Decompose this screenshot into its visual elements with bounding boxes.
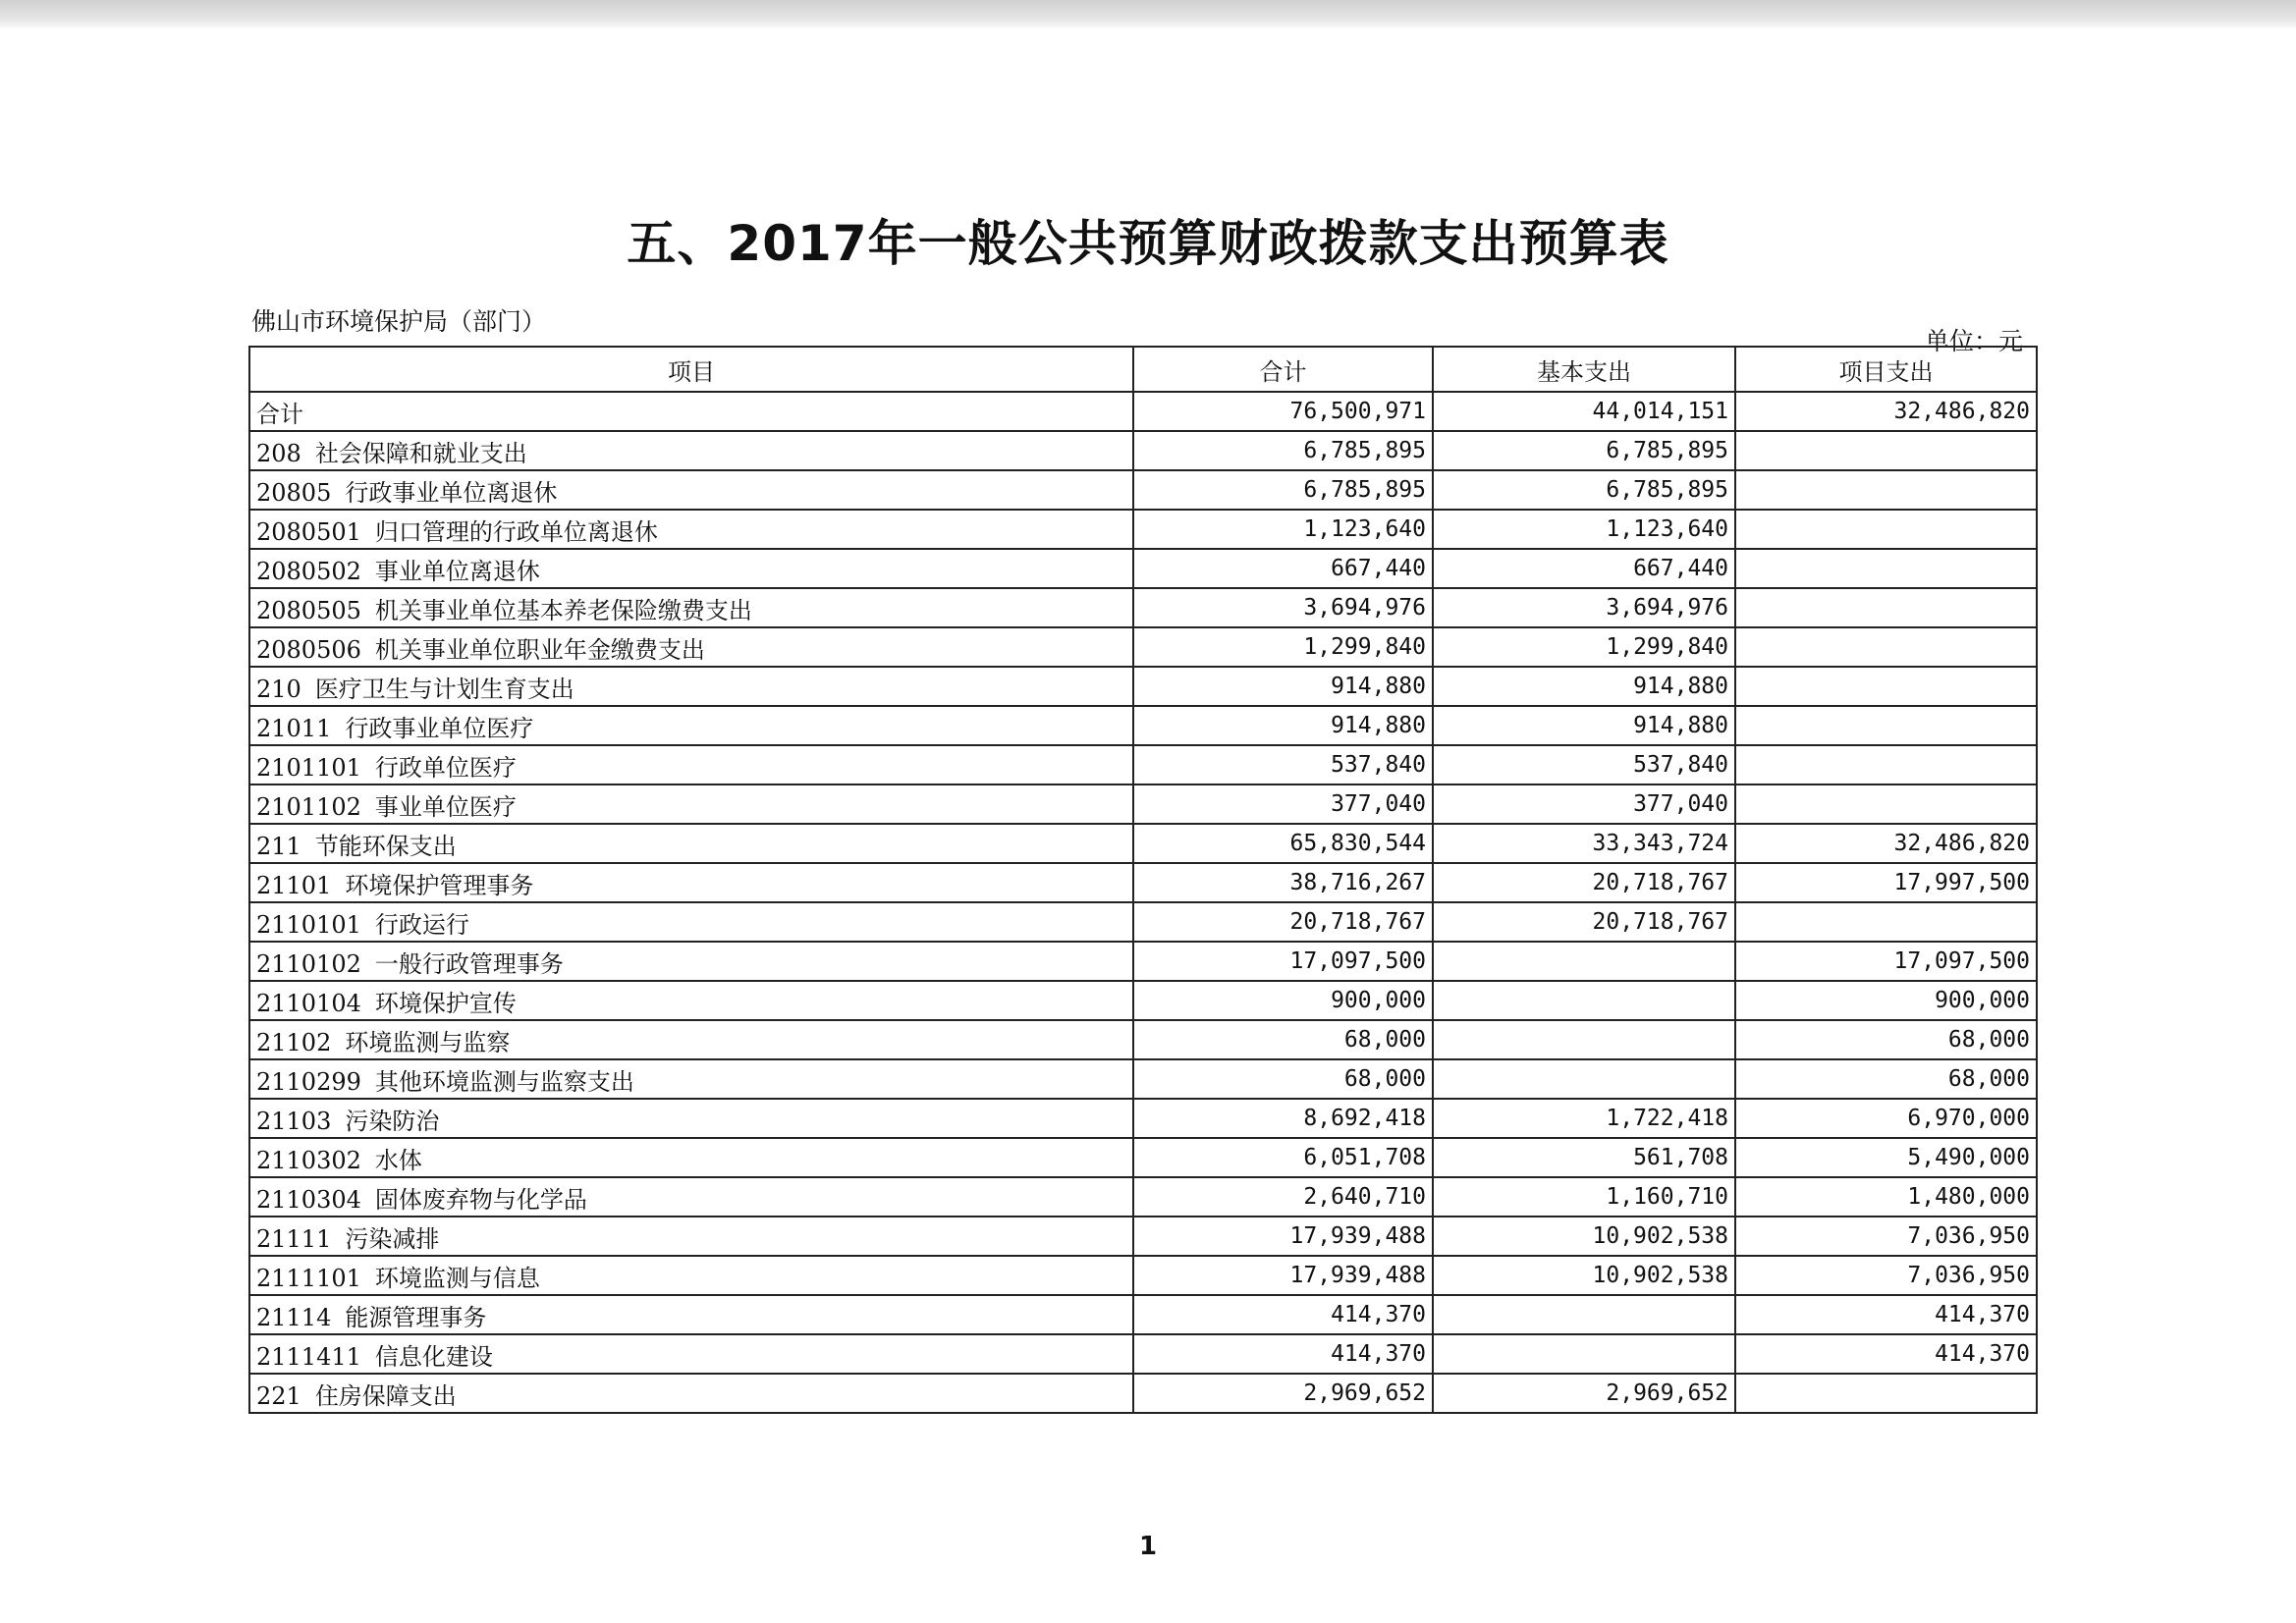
- row-item: [249, 902, 1133, 942]
- row-project: [1735, 470, 2037, 510]
- row-name: 事业单位离退休: [374, 557, 540, 585]
- row-name: 机关事业单位职业年金缴费支出: [374, 635, 705, 664]
- row-total: 914,880: [1133, 667, 1433, 706]
- table-row: [249, 863, 2037, 902]
- row-item: [249, 745, 1133, 784]
- row-code: 210: [256, 675, 301, 703]
- row-project: 32,486,820: [1735, 392, 2037, 431]
- row-name: 医疗卫生与计划生育支出: [314, 675, 574, 703]
- row-basic: [1433, 942, 1735, 981]
- table-row: [249, 667, 2037, 706]
- row-basic: 1,722,418: [1433, 1099, 1735, 1138]
- table-row: [249, 745, 2037, 784]
- row-project: 7,036,950: [1735, 1256, 2037, 1295]
- row-name: 环境保护宣传: [374, 989, 517, 1017]
- table-row: [249, 588, 2037, 627]
- row-name: 节能环保支出: [314, 832, 457, 860]
- row-project: 17,097,500: [1735, 942, 2037, 981]
- row-name: 行政单位医疗: [374, 753, 517, 782]
- row-total: 3,694,976: [1133, 588, 1433, 627]
- table-row: [249, 1295, 2037, 1334]
- row-item: [249, 549, 1133, 588]
- row-name: 能源管理事务: [345, 1303, 487, 1331]
- row-total: 377,040: [1133, 784, 1433, 824]
- row-basic: 914,880: [1433, 667, 1735, 706]
- row-total: 914,880: [1133, 706, 1433, 745]
- row-name: 固体废弃物与化学品: [374, 1185, 587, 1214]
- row-total: 20,718,767: [1133, 902, 1433, 942]
- table-row: [249, 1256, 2037, 1295]
- row-code: 2110302: [256, 1146, 361, 1174]
- table-row: [249, 1099, 2037, 1138]
- row-basic: 44,014,151: [1433, 392, 1735, 431]
- row-basic: 1,160,710: [1433, 1177, 1735, 1217]
- row-total: 17,939,488: [1133, 1256, 1433, 1295]
- row-project: [1735, 588, 2037, 627]
- row-total: 414,370: [1133, 1295, 1433, 1334]
- row-basic: 1,299,840: [1433, 627, 1735, 667]
- table-row: [249, 1138, 2037, 1177]
- row-project: 414,370: [1735, 1334, 2037, 1374]
- table-row: [249, 431, 2037, 470]
- row-project: [1735, 706, 2037, 745]
- row-project: 6,970,000: [1735, 1099, 2037, 1138]
- table-body: [249, 392, 2037, 1413]
- row-project: [1735, 510, 2037, 549]
- table-row: [249, 824, 2037, 863]
- row-item: [249, 431, 1133, 470]
- row-name: 行政运行: [374, 910, 469, 939]
- row-code: 21011: [256, 714, 332, 742]
- row-project: 414,370: [1735, 1295, 2037, 1334]
- table-row: [249, 510, 2037, 549]
- column-header-project: 项目支出: [1735, 347, 2037, 392]
- table-row: [249, 1020, 2037, 1059]
- row-basic: 667,440: [1433, 549, 1735, 588]
- row-code: 2110102: [256, 949, 361, 978]
- row-item: [249, 1217, 1133, 1256]
- table-row: [249, 706, 2037, 745]
- row-total: 17,097,500: [1133, 942, 1433, 981]
- row-code: 2080502: [256, 557, 361, 585]
- row-code: 2101102: [256, 792, 361, 821]
- row-project: [1735, 667, 2037, 706]
- table-row: [249, 1374, 2037, 1413]
- column-header-total: 合计: [1133, 347, 1433, 392]
- row-name: 水体: [374, 1146, 422, 1174]
- row-project: 68,000: [1735, 1020, 2037, 1059]
- row-name: 行政事业单位离退休: [345, 478, 558, 507]
- row-total: 1,299,840: [1133, 627, 1433, 667]
- row-project: [1735, 1374, 2037, 1413]
- row-code: 2111411: [256, 1342, 361, 1371]
- row-total: 8,692,418: [1133, 1099, 1433, 1138]
- row-item: [249, 510, 1133, 549]
- row-total: 537,840: [1133, 745, 1433, 784]
- row-basic: 3,694,976: [1433, 588, 1735, 627]
- department-label: 佛山市环境保护局（部门）: [251, 307, 547, 336]
- row-item: [249, 1256, 1133, 1295]
- row-item: [249, 824, 1133, 863]
- row-project: [1735, 431, 2037, 470]
- row-name: 信息化建设: [374, 1342, 493, 1371]
- row-item: [249, 1059, 1133, 1099]
- table-row: [249, 1177, 2037, 1217]
- row-basic: 377,040: [1433, 784, 1735, 824]
- row-item: [249, 863, 1133, 902]
- row-code: 221: [256, 1381, 301, 1410]
- row-total: 65,830,544: [1133, 824, 1433, 863]
- row-total: 76,500,971: [1133, 392, 1433, 431]
- row-basic: [1433, 1295, 1735, 1334]
- row-item: [249, 942, 1133, 981]
- row-code: 2080506: [256, 635, 361, 664]
- row-project: [1735, 627, 2037, 667]
- scan-edge: [0, 0, 2296, 29]
- row-code: 211: [256, 832, 301, 860]
- row-project: 900,000: [1735, 981, 2037, 1020]
- row-basic: [1433, 981, 1735, 1020]
- row-total: 6,785,895: [1133, 470, 1433, 510]
- row-code: 2110101: [256, 910, 361, 939]
- row-code: 21114: [256, 1303, 332, 1331]
- row-name: 一般行政管理事务: [374, 949, 564, 978]
- row-project: [1735, 902, 2037, 942]
- row-name: 环境保护管理事务: [345, 871, 534, 899]
- page-title: 五、2017年一般公共预算财政拨款支出预算表: [627, 215, 1669, 272]
- row-basic: [1433, 1059, 1735, 1099]
- row-item: [249, 667, 1133, 706]
- row-basic: 10,902,538: [1433, 1256, 1735, 1295]
- row-name: 环境监测与信息: [374, 1264, 540, 1292]
- table-row: [249, 1217, 2037, 1256]
- row-total: 38,716,267: [1133, 863, 1433, 902]
- header-row: [249, 347, 2037, 392]
- row-code: 2080501: [256, 517, 361, 546]
- row-name: 污染减排: [345, 1224, 440, 1253]
- row-name: 住房保障支出: [314, 1381, 457, 1410]
- row-name: 机关事业单位基本养老保险缴费支出: [374, 596, 752, 624]
- row-name: 其他环境监测与监察支出: [374, 1067, 634, 1096]
- row-code: 2110104: [256, 989, 361, 1017]
- row-project: 7,036,950: [1735, 1217, 2037, 1256]
- row-item: [249, 588, 1133, 627]
- row-code: 208: [256, 439, 301, 467]
- row-total: 68,000: [1133, 1059, 1433, 1099]
- table-row: [249, 1059, 2037, 1099]
- row-project: [1735, 745, 2037, 784]
- page-number: 1: [1138, 1532, 1158, 1561]
- row-name: 行政事业单位医疗: [345, 714, 534, 742]
- row-name: 环境监测与监察: [345, 1028, 511, 1056]
- row-code: 2101101: [256, 753, 361, 782]
- row-total: 667,440: [1133, 549, 1433, 588]
- row-total: 2,640,710: [1133, 1177, 1433, 1217]
- row-code: 21102: [256, 1028, 332, 1056]
- row-item: [249, 1177, 1133, 1217]
- row-project: [1735, 549, 2037, 588]
- table-row: [249, 470, 2037, 510]
- row-code: 2080505: [256, 596, 361, 624]
- row-name: 合计: [256, 400, 303, 428]
- row-basic: 914,880: [1433, 706, 1735, 745]
- row-item: [249, 981, 1133, 1020]
- table-row: [249, 942, 2037, 981]
- row-item: [249, 1020, 1133, 1059]
- row-basic: 33,343,724: [1433, 824, 1735, 863]
- row-code: 21103: [256, 1107, 332, 1135]
- row-basic: 10,902,538: [1433, 1217, 1735, 1256]
- row-name: 污染防治: [345, 1107, 440, 1135]
- row-item: [249, 1099, 1133, 1138]
- row-basic: 1,123,640: [1433, 510, 1735, 549]
- row-name: 事业单位医疗: [374, 792, 517, 821]
- table-row: [249, 902, 2037, 942]
- row-basic: 537,840: [1433, 745, 1735, 784]
- row-name: 社会保障和就业支出: [314, 439, 527, 467]
- row-basic: 20,718,767: [1433, 863, 1735, 902]
- row-basic: 561,708: [1433, 1138, 1735, 1177]
- table-row: [249, 549, 2037, 588]
- row-item: [249, 1374, 1133, 1413]
- row-project: 32,486,820: [1735, 824, 2037, 863]
- unit-label: 单位：元: [1925, 327, 2024, 355]
- row-project: 1,480,000: [1735, 1177, 2037, 1217]
- row-basic: 6,785,895: [1433, 470, 1735, 510]
- row-item: [249, 784, 1133, 824]
- row-total: 1,123,640: [1133, 510, 1433, 549]
- table-row: [249, 1334, 2037, 1374]
- table-row: [249, 784, 2037, 824]
- row-code: 2110299: [256, 1067, 361, 1096]
- row-code: 21111: [256, 1224, 332, 1253]
- row-project: [1735, 784, 2037, 824]
- row-code: 2110304: [256, 1185, 361, 1214]
- row-total: 6,785,895: [1133, 431, 1433, 470]
- row-project: 17,997,500: [1735, 863, 2037, 902]
- row-code: 21101: [256, 871, 332, 899]
- row-basic: [1433, 1334, 1735, 1374]
- row-item: [249, 706, 1133, 745]
- row-basic: 6,785,895: [1433, 431, 1735, 470]
- row-item: [249, 392, 1133, 431]
- row-project: 5,490,000: [1735, 1138, 2037, 1177]
- row-total: 2,969,652: [1133, 1374, 1433, 1413]
- row-total: 414,370: [1133, 1334, 1433, 1374]
- row-item: [249, 1334, 1133, 1374]
- row-code: 20805: [256, 478, 332, 507]
- column-header-basic: 基本支出: [1433, 347, 1735, 392]
- row-basic: 20,718,767: [1433, 902, 1735, 942]
- row-total: 6,051,708: [1133, 1138, 1433, 1177]
- row-basic: 2,969,652: [1433, 1374, 1735, 1413]
- row-total: 17,939,488: [1133, 1217, 1433, 1256]
- row-code: 2111101: [256, 1264, 361, 1292]
- table-row: [249, 981, 2037, 1020]
- row-item: [249, 1295, 1133, 1334]
- budget-table: [248, 346, 2038, 1414]
- table-row: [249, 627, 2037, 667]
- row-item: [249, 1138, 1133, 1177]
- row-total: 900,000: [1133, 981, 1433, 1020]
- row-item: [249, 627, 1133, 667]
- table-row: [249, 392, 2037, 431]
- row-total: 68,000: [1133, 1020, 1433, 1059]
- row-item: [249, 470, 1133, 510]
- row-project: 68,000: [1735, 1059, 2037, 1099]
- row-basic: [1433, 1020, 1735, 1059]
- row-name: 归口管理的行政单位离退休: [374, 517, 658, 546]
- column-header-item: 项目: [249, 347, 1133, 392]
